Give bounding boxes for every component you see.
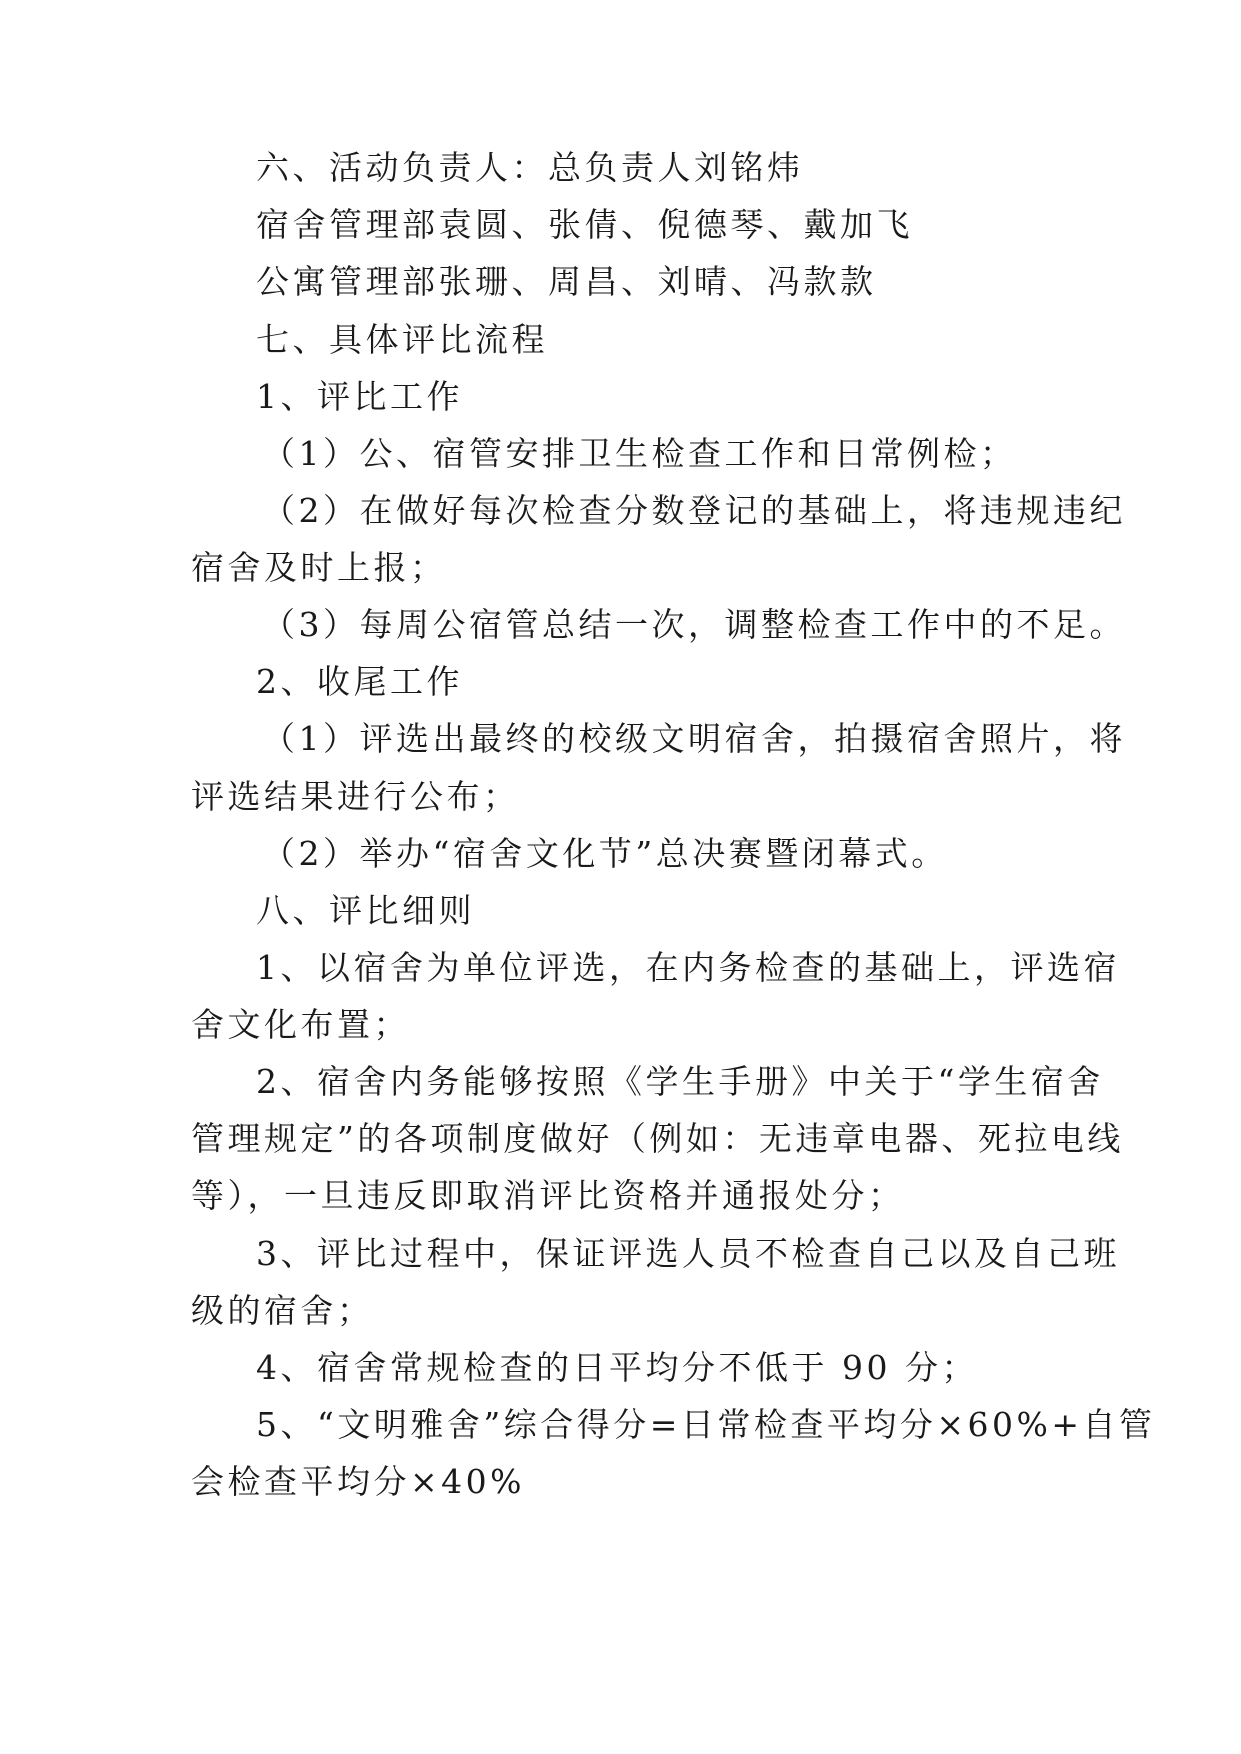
rule-item-continuation: 舍文化布置； xyxy=(191,1005,410,1044)
subheading: 2、收尾工作 xyxy=(256,662,463,701)
list-item: （2）举办“宿舍文化节”总决赛暨闭幕式。 xyxy=(262,834,948,873)
paragraph-line: 宿舍管理部袁圆、张倩、倪德琴、戴加飞 xyxy=(256,205,913,244)
rule-item: 5、“文明雅舍”综合得分=日常检查平均分×60%+自管 xyxy=(256,1405,1156,1444)
subheading: 1、评比工作 xyxy=(256,377,463,416)
list-item-continuation: 评选结果进行公布； xyxy=(191,777,520,816)
list-item: （1）评选出最终的校级文明宿舍，拍摄宿舍照片，将 xyxy=(262,719,1126,758)
paragraph-line: 公寓管理部张珊、周昌、刘晴、冯款款 xyxy=(256,262,877,301)
rule-item-continuation: 级的宿舍； xyxy=(191,1291,374,1330)
rule-item: 3、评比过程中，保证评选人员不检查自己以及自己班 xyxy=(256,1234,1120,1273)
list-item: （2）在做好每次检查分数登记的基础上，将违规违纪 xyxy=(262,491,1126,530)
rule-item-continuation: 等），一旦违反即取消评比资格并通报处分； xyxy=(191,1176,905,1215)
list-item: （3）每周公宿管总结一次，调整检查工作中的不足。 xyxy=(262,605,1126,644)
list-item-continuation: 宿舍及时上报； xyxy=(191,548,447,587)
section-heading-7: 七、具体评比流程 xyxy=(256,320,548,359)
section-heading-8: 八、评比细则 xyxy=(256,891,475,930)
section-heading-6: 六、活动负责人：总负责人刘铭炜 xyxy=(256,148,804,187)
rule-item: 1、以宿舍为单位评选，在内务检查的基础上，评选宿 xyxy=(256,948,1120,987)
rule-item: 4、宿舍常规检查的日平均分不低于 90 分； xyxy=(256,1348,978,1387)
list-item: （1）公、宿管安排卫生检查工作和日常例检； xyxy=(262,434,1017,473)
rule-item-continuation: 管理规定”的各项制度做好（例如：无违章电器、死拉电线 xyxy=(191,1119,1124,1158)
rule-item: 2、宿舍内务能够按照《学生手册》中关于“学生宿舍 xyxy=(256,1062,1104,1101)
rule-item-continuation: 会检查平均分×40% xyxy=(191,1462,525,1501)
